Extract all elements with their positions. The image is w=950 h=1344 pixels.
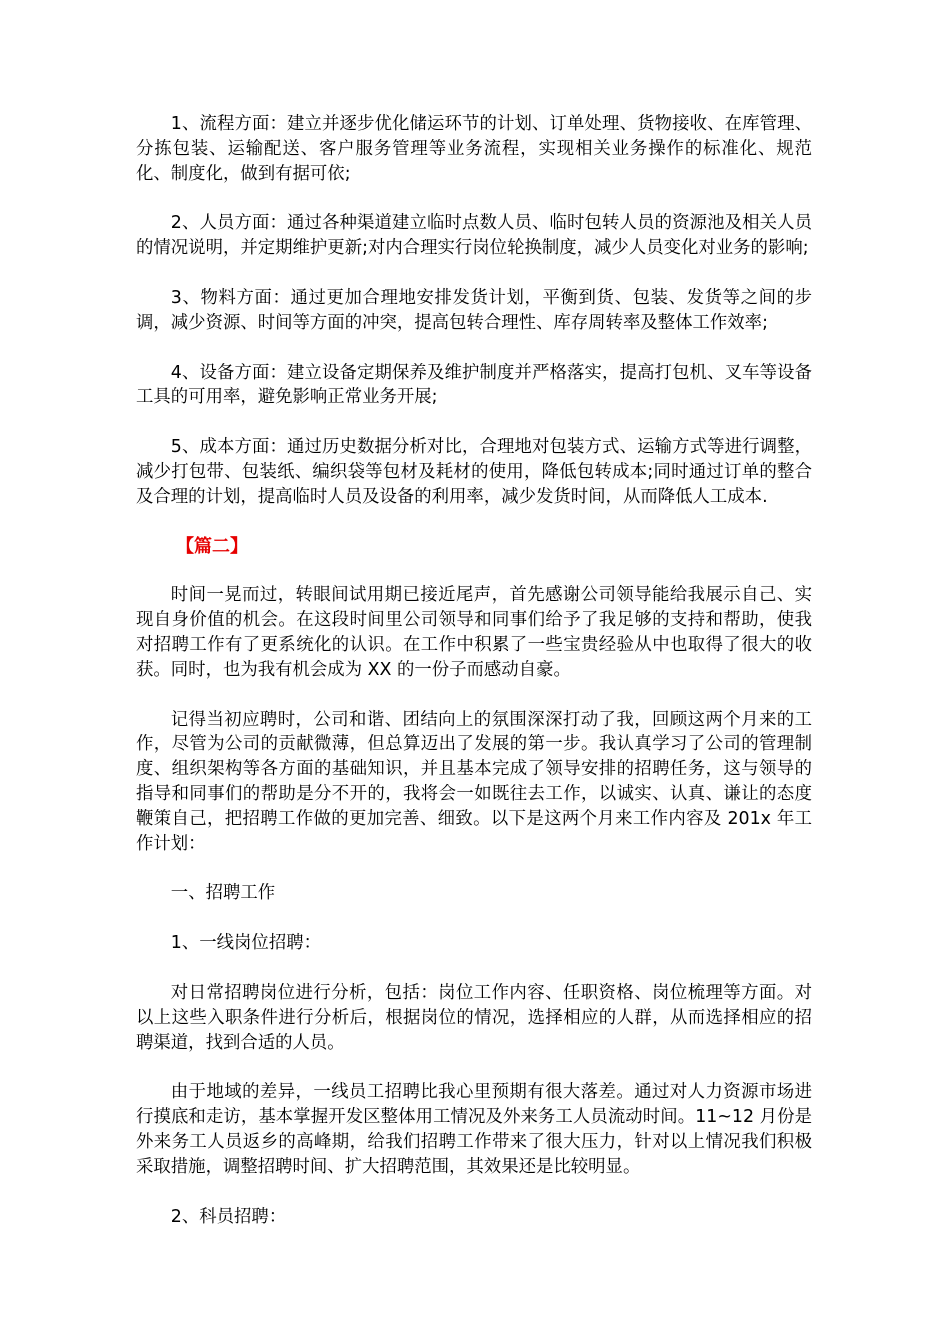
document-page — [136, 112, 812, 1254]
subtitle-frontline-recruitment: 1、一线岗位招聘： — [170, 933, 321, 954]
intro-paragraph-1: 时间一晃而过，转眼间试用期已接近尾声，首先感谢公司领导能给我展示自己、实现自身价值的机会。在这段时间里公司领导和同事们给予了我足够的支持和帮助，使我对招聘工作有了更系统化的认识。在工作中积累了一些宝贵经验从中也取得了很大的收获。同时，也为我有机会成为 XX 的一份子而感动自豪。 — [136, 585, 812, 680]
intro-paragraph-2: 记得当初应聘时，公司和谐、团结向上的氛围深深打动了我，回顾这两个月来的工作，尽管为公司的贡献微薄，但总算迈出了发展的第一步。我认真学习了公司的管理制度、组织架构等各方面的基础知识，并且基本完成了领导安排的招聘任务，这与领导的指导和同事们的帮助是分不开的，我将会一如既往去工作，以诚实、认真、谦让的态度鞭策自己，把招聘工作做的更加完善、细致。以下是这两个月来工作内容及 201x 年工作计划： — [136, 709, 812, 854]
cost-paragraph: 5、成本方面：通过历史数据分析对比，合理地对包装方式、运输方式等进行调整，减少打包带、包装纸、编织袋等包材及耗材的使用，降低包转成本;同时通过订单的整合及合理的计划，提高临时人员及设备的利用率，减少发货时间，从而降低人工成本. — [136, 437, 812, 507]
equipment-paragraph: 4、设备方面：建立设备定期保养及维护制度并严格落实，提高打包机、叉车等设备工具的可用率，避免影响正常业务开展; — [136, 362, 812, 408]
frontline-paragraph-1: 对日常招聘岗位进行分析，包括：岗位工作内容、任职资格、岗位梳理等方面。对以上这些入职条件进行分析后，根据岗位的情况，选择相应的人群，从而选择相应的招聘渠道，找到合适的人员。 — [136, 982, 812, 1053]
subtitle-staff-recruitment: 2、科员招聘： — [170, 1206, 287, 1227]
part-title-recruitment: 一、招聘工作 — [170, 883, 276, 904]
personnel-paragraph: 2、人员方面：通过各种渠道建立临时点数人员、临时包转人员的资源池及相关人员的情况说明，并定期维护更新;对内合理实行岗位轮换制度，减少人员变化对业务的影响; — [136, 213, 812, 259]
materials-paragraph: 3、物料方面：通过更加合理地安排发货计划，平衡到货、包装、发货等之间的步调，减少资源、时间等方面的冲突，提高包转合理性、库存周转率及整体工作效率; — [136, 287, 812, 333]
frontline-paragraph-2: 由于地域的差异，一线员工招聘比我心里预期有很大落差。通过对人力资源市场进行摸底和走访，基本掌握开发区整体用工情况及外来务工人员流动时间。11~12 月份是外来务工人员返乡的高峰期，给我们招聘工作带来了很大压力，针对以上情况我们积极采取措施，调整招聘时间、扩大招聘范围，其效果还是比较明显。 — [136, 1082, 812, 1177]
section-heading: 【篇二】 — [176, 535, 248, 557]
process-paragraph: 1、流程方面：建立并逐步优化储运环节的计划、订单处理、货物接收、在库管理、分拣包装、运输配送、客户服务管理等业务流程，实现相关业务操作的标准化、规范化、制度化，做到有据可依; — [136, 114, 812, 184]
